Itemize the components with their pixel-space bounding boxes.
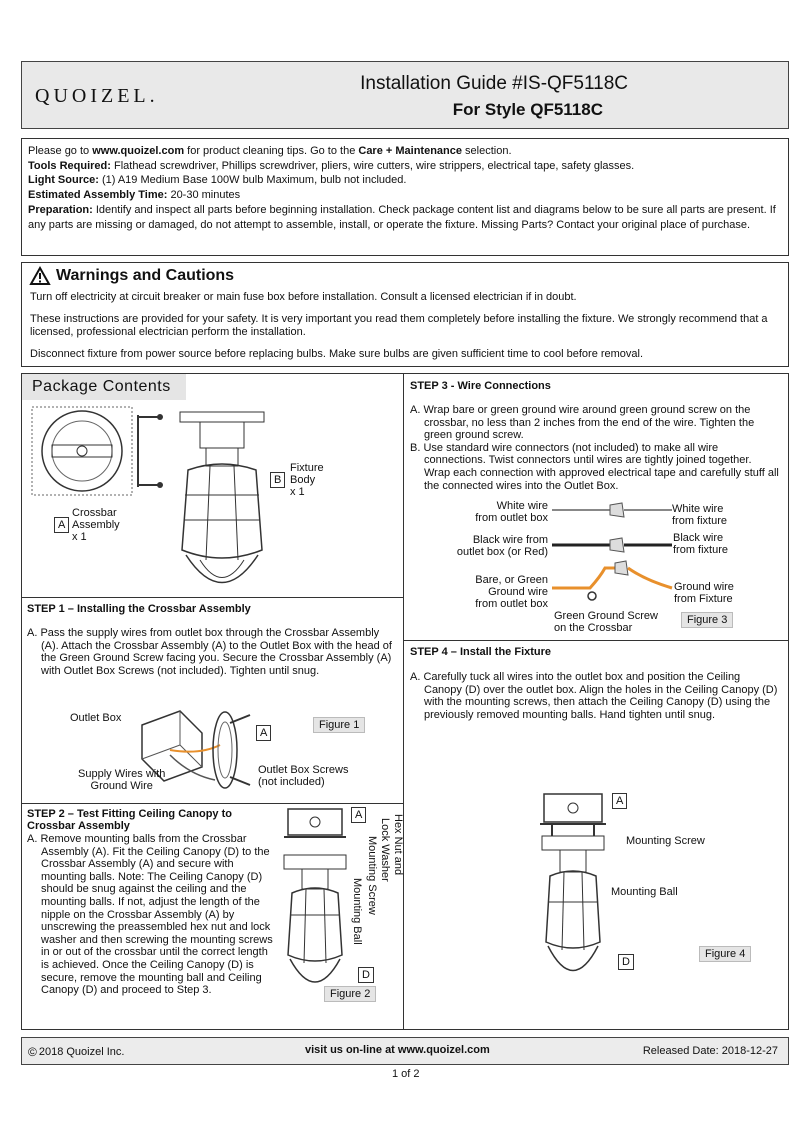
wire-label-text: White wire	[672, 503, 724, 515]
care-maintenance-label: Care + Maintenance	[358, 145, 462, 157]
wire-label-text: Black wire	[673, 532, 724, 544]
part-a-tag: A	[54, 517, 69, 533]
step4-mounting-screw-label: Mounting Screw	[626, 835, 705, 847]
part-b-name: Fixture	[290, 462, 324, 474]
wire-label-text: from outlet box	[475, 512, 548, 524]
warning-paragraph: Disconnect fixture from power source before replacing bulbs. Make sure bulbs are given sufficient time to cool before removal.	[30, 348, 644, 360]
wire-label-text: Green Ground Screw	[554, 610, 658, 622]
preparation	[28, 203, 782, 232]
part-a-qty: x 1	[72, 531, 87, 543]
white-wire-fixture-label	[672, 503, 727, 527]
intro-section	[21, 138, 789, 256]
light-label: Light Source:	[28, 174, 99, 187]
step2-title: Test Fitting Ceiling Canopy to	[76, 808, 232, 820]
prep-label: Preparation:	[28, 203, 93, 216]
tools-label: Tools Required:	[28, 159, 111, 172]
wire-label-text: outlet box (or Red)	[456, 546, 548, 558]
step3-heading: STEP 3 - Wire Connections	[410, 380, 551, 392]
part-a-name: Crossbar	[72, 507, 117, 519]
wire-label-text: from Fixture	[674, 593, 733, 605]
hex-nut-label: Hex Nut and	[392, 814, 404, 876]
wire-label-text: White wire	[496, 500, 548, 512]
warnings-title: Warnings and Cautions	[56, 267, 235, 284]
time-value: 20-30 minutes	[167, 189, 241, 202]
step4-mounting-ball-label: Mounting Ball	[611, 886, 678, 898]
page-number: 1 of 2	[392, 1068, 420, 1080]
wire-label-text: from fixture	[672, 515, 728, 527]
part-b-name: Body	[290, 474, 316, 486]
figure-1-caption: Figure 1	[313, 717, 365, 733]
step1-text: A. Pass the supply wires from outlet box through the Crossbar Assembly (A). Attach the Crossbar Assembly (A) to the Outlet Box with the head of the Green Ground Screw facing you. Secure the Crossbar Assembly (A) with Outlet Box Screws (not included). Tighten until snug.	[27, 627, 392, 677]
wire-label-text: Black wire from	[472, 534, 548, 546]
figure-4-caption: Figure 4	[699, 946, 751, 962]
tools-value: Flathead screwdriver, Phillips screwdriver, pliers, wire cutters, wire strippers, electrical tape, safety glasses.	[110, 159, 635, 172]
step3-instructions	[410, 404, 780, 492]
release-date: Released Date: 2018-12-27	[642, 1045, 778, 1057]
tools-required	[28, 159, 782, 174]
part-b-qty: x 1	[290, 486, 305, 498]
black-wire-fixture-label	[673, 532, 728, 556]
outlet-screws-text: (not included)	[258, 776, 325, 788]
wire-label-text: Bare, or Green	[475, 574, 548, 586]
ground-wire-outlet-label	[462, 574, 548, 610]
warning-paragraph: Turn off electricity at circuit breaker or main fuse box before installation. Consult a licensed electrician if in doubt.	[30, 291, 577, 303]
warnings-section	[21, 262, 789, 367]
supply-wires-text: Supply Wires with	[78, 768, 166, 780]
divider	[403, 640, 789, 641]
fixture-body-illustration	[172, 410, 272, 600]
light-source	[28, 173, 782, 188]
step2-heading: STEP 2 – Test Fitting Ceiling Canopy to Crossbar Assembly	[27, 808, 232, 832]
copyright	[28, 1045, 124, 1059]
time-label: Estimated Assembly Time:	[28, 189, 168, 202]
step4-heading: STEP 4 – Install the Fixture	[410, 646, 552, 658]
step2-text: A. Remove mounting balls from the Crossbar Assembly (A). Fit the Ceiling Canopy (D) to the Crossbar Assembly (A) and secure with mounting balls. Note: The Ceiling Canopy (D) should be snug against the ceiling and the mounting balls. If not, adjust the length of the nipple on the Crossbar Assembly (A) by unscrewing the preassembled hex nut and lock washer and then screwing the mounting screws in or out of the crossbar until the correct length is achieved. Once the Ceiling Canopy (D) is secure, remove the mounting ball and Ceiling Canopy (D) and proceed to Step 3.	[27, 833, 273, 997]
divider	[21, 803, 404, 804]
intro-text: selection.	[462, 145, 512, 157]
step4-title: Install the Fixture	[459, 646, 552, 658]
lock-washer-label: Lock Washer	[379, 818, 391, 882]
brand-logo: QUOIZEL.	[35, 85, 159, 107]
part-b-tag: B	[270, 472, 285, 488]
wire-connections-illustration	[550, 495, 675, 610]
figure-3-caption: Figure 3	[681, 612, 733, 628]
step4-number: STEP 4	[410, 646, 448, 658]
step4-text: A. Carefully tuck all wires into the outlet box and position the Ceiling Canopy (D) over the outlet box. Align the holes in the Ceiling Canopy (D) with the mounting screws, then attach the Ceiling Canopy (D) using the previously removed mounting balls. Hand tighten until snug.	[410, 671, 778, 721]
step4-part-d-tag: D	[618, 954, 634, 970]
mounting-screw-label: Mounting Screw	[366, 836, 378, 915]
intro-text: for product cleaning tips. Go to the	[184, 145, 359, 157]
step2-number: STEP 2	[27, 808, 65, 820]
part-b-label	[290, 462, 324, 498]
assembly-time	[28, 188, 782, 203]
part-a-label	[72, 507, 120, 543]
column-divider	[403, 373, 404, 1030]
step2-title: Crossbar Assembly	[27, 820, 130, 832]
wire-label-text: from outlet box	[475, 598, 548, 610]
guide-title: Installation Guide #IS-QF5118C	[360, 73, 628, 94]
intro-text: Please go to	[28, 145, 93, 157]
step4-instructions	[410, 671, 780, 721]
outlet-screws-text: Outlet Box Screws	[258, 764, 349, 776]
black-wire-outlet-label	[450, 534, 548, 558]
supply-wires-label	[78, 768, 165, 792]
white-wire-outlet-label	[470, 500, 548, 524]
step1-number: STEP 1	[27, 603, 65, 615]
package-contents-title: Package Contents	[22, 374, 186, 400]
canopy-fitting-illustration	[280, 805, 355, 1010]
part-a-name: Assembly	[72, 519, 120, 531]
copyright-icon: ©	[28, 1045, 37, 1059]
style-subtitle: For Style QF5118C	[452, 100, 603, 119]
green-ground-screw-label	[554, 610, 658, 634]
step1-part-a-tag: A	[256, 725, 271, 741]
crossbar-illustration	[30, 405, 170, 500]
install-fixture-illustration	[538, 790, 618, 1010]
step2-part-a-tag: A	[351, 807, 366, 823]
wire-label-text: on the Crossbar	[554, 622, 633, 634]
warnings-heading	[30, 267, 780, 285]
step1-heading: STEP 1 – Installing the Crossbar Assembly	[27, 603, 251, 615]
wire-label-text: from fixture	[673, 544, 729, 556]
ground-wire-fixture-label	[674, 581, 734, 605]
step3-text-a: A. Wrap bare or green ground wire around green ground screw on the crossbar, no less than 2 inches from the end of the wire. Tighten the green ground screw.	[410, 404, 755, 442]
warning-paragraph: These instructions are provided for your safety. It is very important you read them completely before installing the fixture. We strongly recommend that a licensed, professional electrician perform the installation.	[30, 313, 768, 338]
figure-2-caption: Figure 2	[324, 986, 376, 1002]
light-value: (1) A19 Medium Base 100W bulb Maximum, bulb not included.	[98, 174, 407, 187]
intro-line	[28, 144, 782, 159]
prep-value: Identify and inspect all parts before beginning installation. Check package content list and diagrams below to be sure all parts are present. If any parts are missing or damaged, do not attempt to assemble, install, or operate the fixture. Missing Parts? Contact your original place of purchase.	[28, 203, 776, 231]
visit-website-link[interactable]: visit us on-line at www.quoizel.com	[305, 1044, 490, 1056]
step1-instructions	[27, 627, 392, 677]
wire-label-text: Ground wire	[674, 581, 734, 593]
step2-instructions	[27, 833, 275, 997]
step3-text-b: B. Use standard wire connectors (not included) to make all wire connections. Twist connectors until wires are tightly joined together. Wrap each connection with approved electrical tape and carefully stuff all the connected wires into the Outlet Box.	[410, 441, 779, 492]
step4-part-a-tag: A	[612, 793, 627, 809]
step2-part-d-tag: D	[358, 967, 374, 983]
website-link[interactable]: www.quoizel.com	[92, 145, 185, 157]
mounting-ball-label: Mounting Ball	[351, 878, 363, 945]
step1-title: Installing the Crossbar Assembly	[76, 603, 251, 615]
wire-label-text: Ground wire	[488, 586, 548, 598]
supply-wires-text: Ground Wire	[90, 780, 153, 792]
outlet-box-label: Outlet Box	[70, 712, 122, 724]
copyright-text: 2018 Quoizel Inc.	[38, 1046, 125, 1058]
warning-icon	[30, 267, 50, 285]
outlet-box-screws-label	[258, 764, 348, 788]
